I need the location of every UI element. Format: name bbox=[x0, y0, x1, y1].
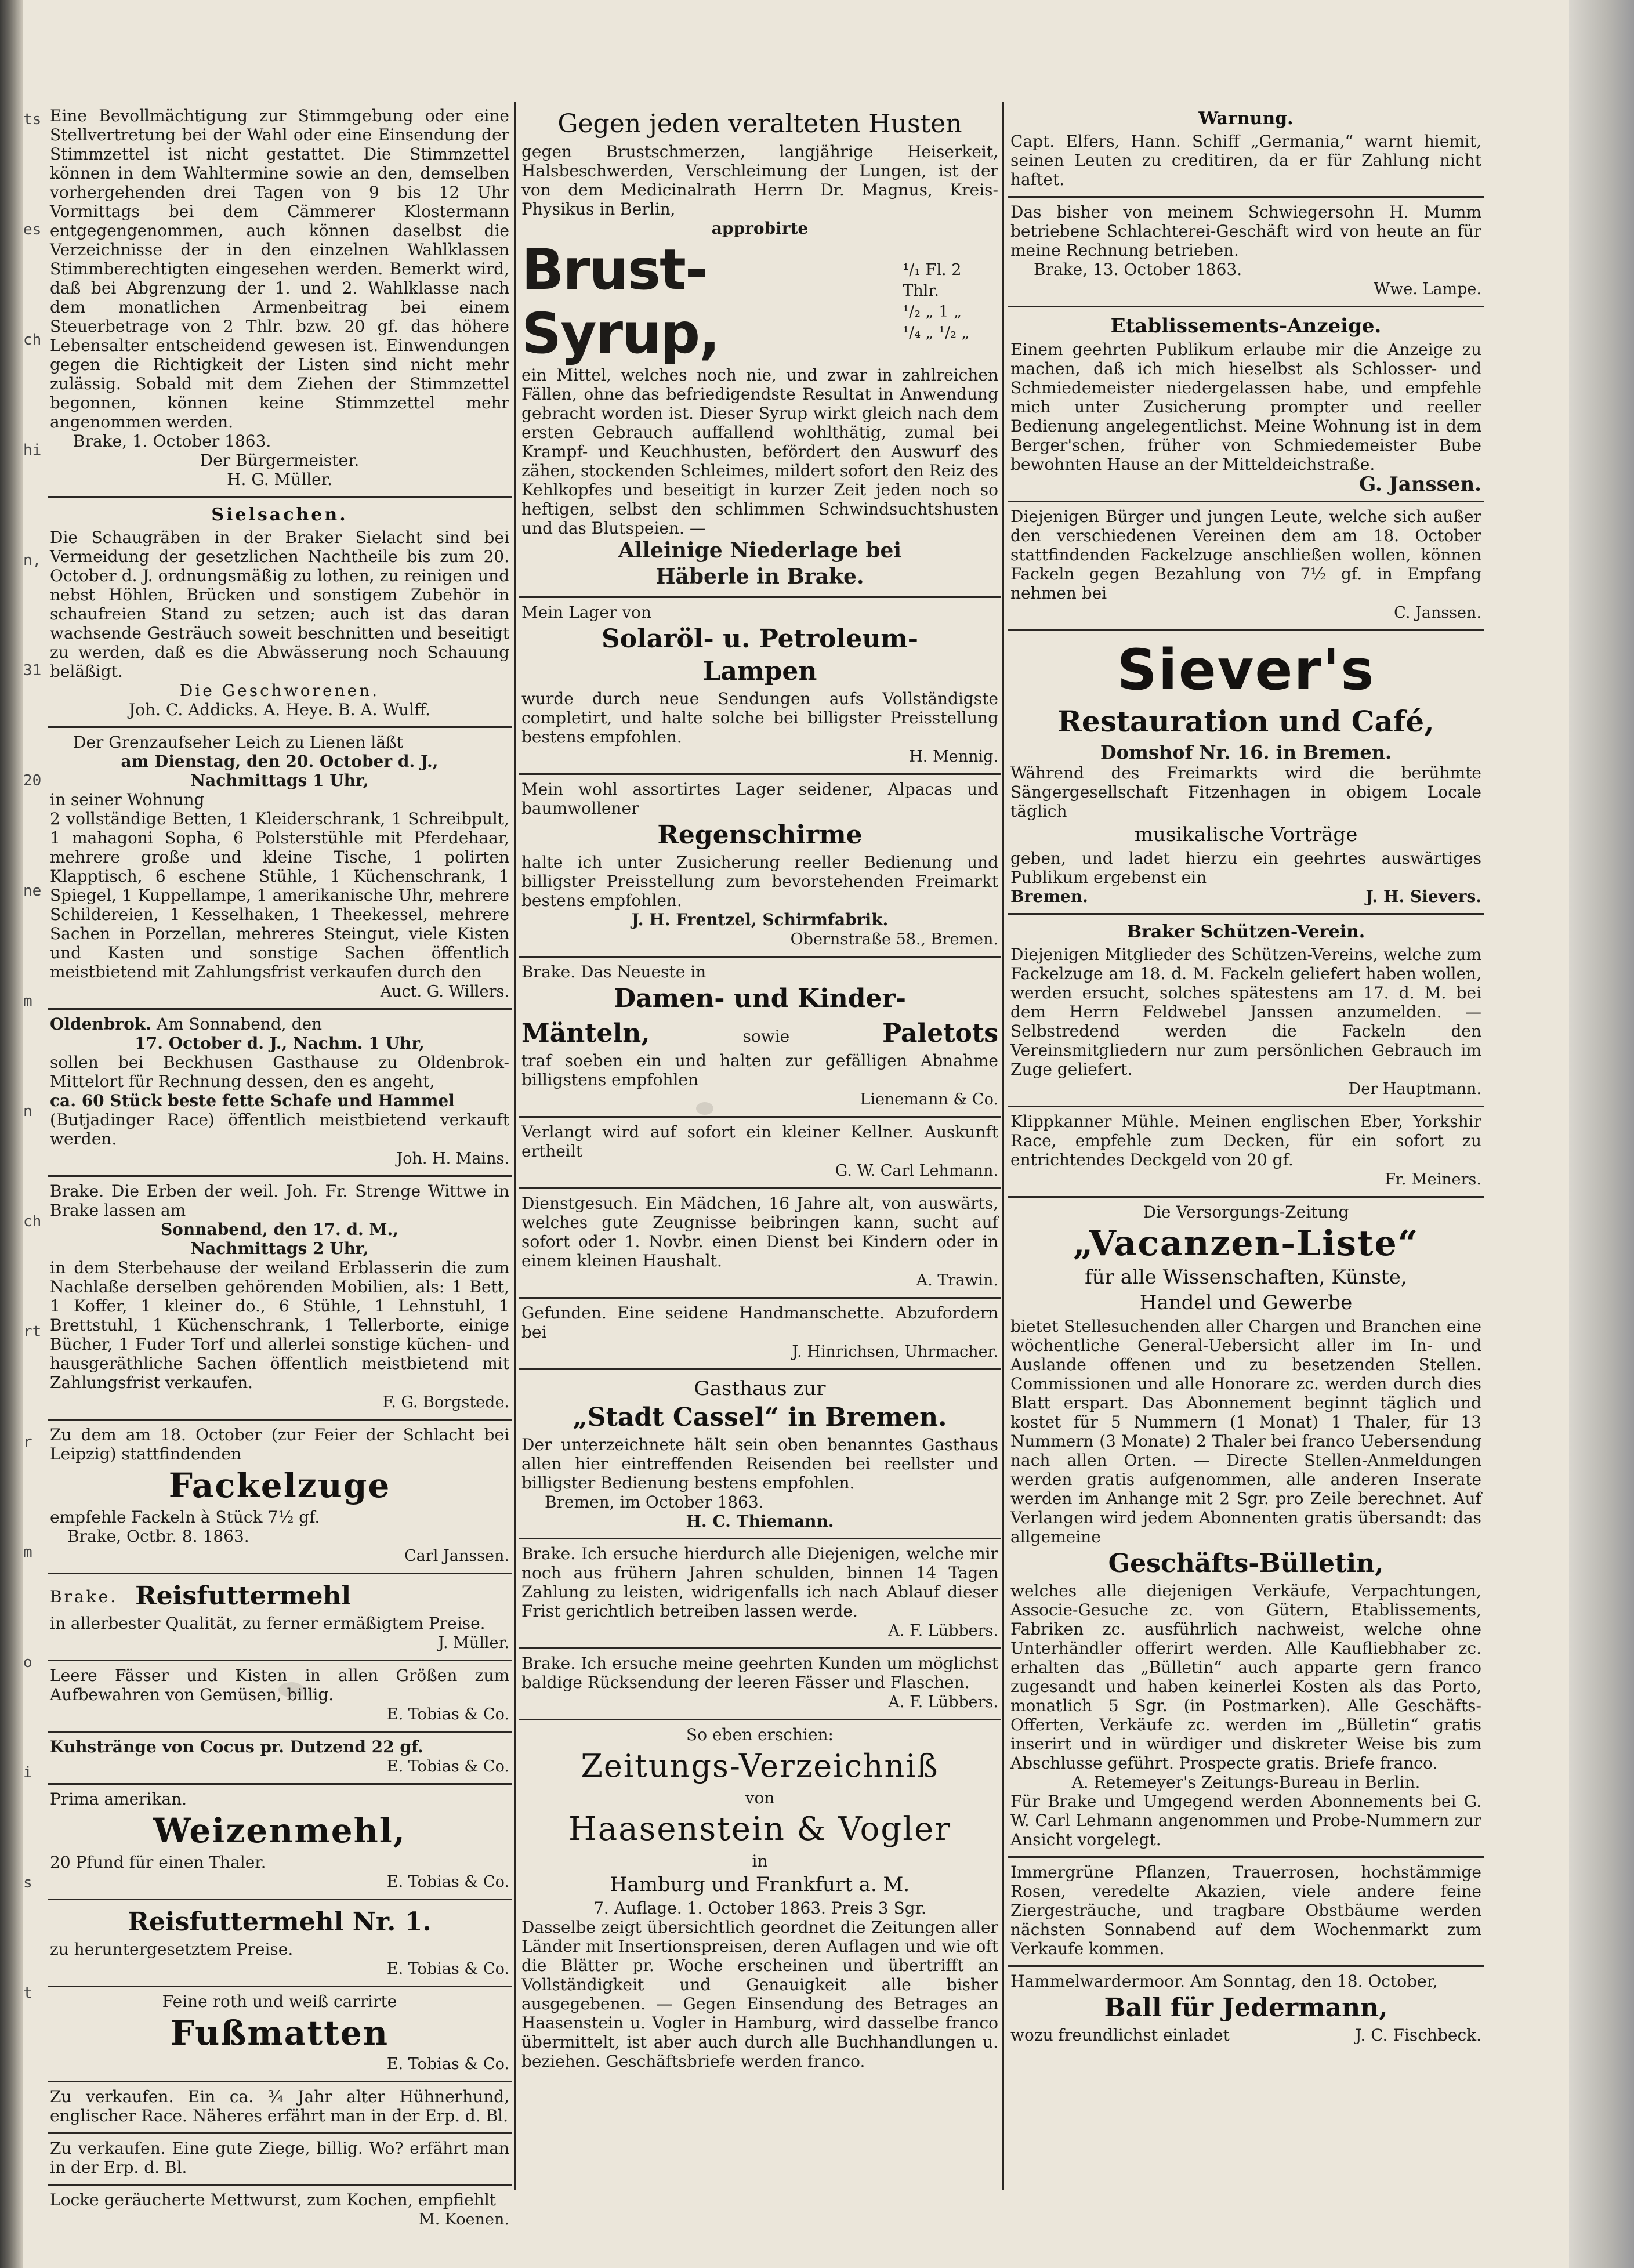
ad-lead: Feine roth und weiß carrirte bbox=[162, 1992, 397, 2011]
ad-luebbers-faesser bbox=[519, 1649, 1001, 1720]
ad-text: Einem geehrten Publikum erlaube mir die Anzeige zu machen, daß ich mich hieselbst als Schlosser- und Schmiedemeister niedergelassen habe, und empfehle mich unter Zusicherung prompter und reeller Bedienung angelegentlichst. Meine Wohnung ist in dem Berger'schen, früher von Schmiedemeister Bube bewohnten Hause an der Mitteldeichstraße. bbox=[1010, 340, 1481, 474]
ad-text: wurde durch neue Sendungen aufs Vollständigste completirt, und halte solche bei billigster Preisstellung bestens empfohlen. bbox=[521, 689, 998, 747]
ad-text: Eine Bevollmächtigung zur Stimmgebung oder eine Stellvertretung bei der Wahl oder eine Einsendung der Stimmzettel ist nicht gestattet. Die Stimmzettel können in dem Wahltermine sowie an den, demselben vorhergehenden drei Tagen von 9 bis 12 Uhr Vormittags bei dem Cämmerer Klostermann entgegengenommen, auch können daselbst die Verzeichnisse der in den einzelnen Wahlklassen Stimmberechtigten eingesehen werden. Bemerkt wird, daß bei Abgrenzung der 1. und 2. Wahlklasse nach dem monatlichen Armenbeitrag bei einem Steuerbetrage von 2 Thlr. bzw. 20 gf. das höhere Lebensalter entscheidend gewesen ist. Einwendungen gegen die Richtigkeit der Listen sind nicht mehr zulässig. Sobald mit dem Ziehen der Stimmzettel begonnen, können keine Stimmzettel mehr angenommen werden. bbox=[50, 106, 509, 432]
ad-approbirte: approbirte bbox=[711, 219, 809, 238]
ad-signer: E. Tobias & Co. bbox=[386, 2055, 509, 2073]
edge-fragment: ch bbox=[23, 1213, 42, 1230]
price-row: ¹/₄ „ ¹/₂ „ bbox=[903, 324, 970, 342]
column-left bbox=[48, 102, 512, 2229]
ad-kuhstraenge bbox=[48, 1733, 512, 1785]
ad-title: Siever's bbox=[1117, 637, 1375, 702]
ad-signer: A. F. Lübbers. bbox=[888, 1693, 998, 1711]
ad-text: Der unterzeichnete hält sein oben benanntes Gasthaus allen hier eintreffenden Reisenden bei reellster und billigster Bedienung bestens empfohlen. bbox=[521, 1435, 998, 1492]
depot-name: Häberle in Brake. bbox=[655, 564, 864, 589]
ad-publisher: Haasenstein & Vogler bbox=[568, 1810, 952, 1848]
ad-text: gegen Brustschmerzen, langjährige Heiserkeit, Halsbeschwerden, Verschleimung der Lungen, ist der von dem Medicinalrath Herrn Dr. Magnus, Kreis-Physikus in Berlin, bbox=[521, 142, 998, 219]
ad-lead: Die Versorgungs-Zeitung bbox=[1143, 1202, 1349, 1222]
edge-fragment: o bbox=[23, 1654, 32, 1671]
ad-luebbers-zahlung bbox=[519, 1539, 1001, 1649]
edge-fragment: s bbox=[23, 1874, 32, 1892]
book-edge bbox=[1569, 0, 1634, 2268]
ad-sielsachen bbox=[48, 498, 512, 728]
ad-text: Die Schaugräben in der Braker Sielacht sind bei Vermeidung der gesetzlichen Nachtheile bis zum 20. October d. J. ordnungsmäßig zu lothen, zu reinigen und nebst Höhlen, Brücken und sonstigem Zubehör in schaufreien Stand zu setzen; auch ist das daran wachsende Gesträuch soweit beschnitten und beseitigt zu werden, daß es die Abwässerung noch Schauung beläßigt. bbox=[50, 528, 509, 681]
ad-date: Sonnabend, den 17. d. M., bbox=[160, 1220, 399, 1239]
ad-text: empfehle Fackeln à Stück 7½ gf. bbox=[50, 1508, 320, 1527]
ad-text: halte ich unter Zusicherung reeller Bedienung und billigster Preisstellung zum bevorstehenden Freimarkt bestens empfohlen. bbox=[521, 853, 998, 910]
ad-signer: H. G. Müller. bbox=[227, 470, 332, 489]
paper-stain bbox=[696, 1102, 713, 1115]
product-block bbox=[521, 238, 998, 365]
ad-text: Während des Freimarkts wird die berühmte Sängergesellschaft Fitzenhagen in obigem Locale täglich bbox=[1010, 763, 1481, 821]
ad-text: (Butjadinger Race) öffentlich meistbietend verkauft werden. bbox=[50, 1110, 509, 1149]
ad-fackelzug-notice bbox=[1008, 502, 1484, 631]
ad-reisfuttermehl-nr1 bbox=[48, 1900, 512, 1987]
ad-text: Verlangt wird auf sofort ein kleiner Kellner. Auskunft ertheilt bbox=[521, 1122, 998, 1161]
ad-signer: Fr. Meiners. bbox=[1385, 1171, 1481, 1189]
ad-in: in bbox=[752, 1852, 768, 1871]
ad-subtitle: für alle Wissenschaften, Künste, bbox=[1085, 1266, 1407, 1289]
ad-lead: Prima amerikan. bbox=[50, 1789, 187, 1809]
ad-text: Zu dem am 18. October (zur Feier der Schlacht bei Leipzig) stattfindenden bbox=[50, 1425, 509, 1463]
ad-signer: Der Hauptmann. bbox=[1348, 1080, 1481, 1098]
ad-lead: Brake. Das Neueste in bbox=[521, 962, 707, 981]
ad-gefunden bbox=[519, 1299, 1001, 1370]
ad-title: Reisfuttermehl Nr. 1. bbox=[128, 1907, 432, 1937]
ad-item: ca. 60 Stück beste fette Schafe und Hammel bbox=[50, 1091, 455, 1110]
ad-text: Leere Fässer und Kisten in allen Größen zum Aufbewahren von Gemüsen, billig. bbox=[50, 1666, 509, 1704]
ad-lead: Brake. bbox=[50, 1586, 118, 1606]
ad-text: Gefunden. Eine seidene Handmanschette. Abzufordern bei bbox=[521, 1303, 998, 1342]
ad-dienstgesuch bbox=[519, 1189, 1001, 1299]
ad-signer: J. H. Frentzel, Schirmfabrik. bbox=[631, 910, 889, 929]
ad-etablissement bbox=[1008, 307, 1484, 502]
ad-text: geben, und ladet hierzu ein geehrtes auswärtiges Publikum ergebenst ein bbox=[1010, 849, 1481, 887]
ad-signer: Joh. C. Addicks. A. Heye. B. A. Wulff. bbox=[128, 700, 430, 719]
ad-text: 2 vollständige Betten, 1 Kleiderschrank, 1 Schreibpult, 1 mahagoni Sopha, 6 Polsterstühle mit Pferdehaar, mehrere große und kleine Tische, 1 polirten Klapptisch, 6 eschene Stühle, 1 Küchenschrank, 1 Spiegel, 1 Kuppellampe, 1 amerikanische Uhr, mehrere Schildereien, 1 Kesselhaken, 1 Theekessel, mehrere Sachen in Porzellan, mehreres Steingut, viele Kisten und Kasten und sonstige Sachen öffentlich meistbietend mit Zahlungsfrist verkaufen durch den bbox=[50, 809, 509, 981]
ad-text: in dem Sterbehause der weiland Erblasserin die zum Nachlaße derselben gehörenden Mobilien, als: 1 Bett, 1 Koffer, 1 kleiner do., 6 Stühle, 1 Lehnstuhl, 1 Brettstuhl, 1 Küchenschrank, 1 Tellerborte, einige Bücher, 1 Fuder Torf und allerlei sonstige küchen- und hausgeräthliche Sachen öffentlich meistbietend mit Zahlungsfrist verkaufen. bbox=[50, 1258, 509, 1392]
ad-signer: J. H. Sievers. bbox=[1365, 887, 1481, 906]
ad-time: Nachmittags 1 Uhr, bbox=[190, 771, 369, 790]
ad-brake-erben bbox=[48, 1177, 512, 1421]
ad-signer-title: Der Bürgermeister. bbox=[200, 451, 360, 470]
ad-lead: Mein Lager von bbox=[521, 603, 651, 622]
ad-edition: 7. Auflage. 1. October 1863. Preis 3 Sgr. bbox=[593, 1899, 926, 1918]
ad-subtitle-2: Handel und Gewerbe bbox=[1139, 1291, 1353, 1314]
ad-text: Hammelwardermoor. Am Sonntag, den 18. October, bbox=[1010, 1972, 1438, 1991]
previous-page-edge bbox=[23, 104, 46, 2169]
ad-text: Am Sonnabend, den bbox=[156, 1015, 323, 1034]
edge-fragment: t bbox=[23, 1984, 32, 2002]
ad-regenschirme bbox=[519, 775, 1001, 958]
ad-signer: J. Hinrichsen, Uhrmacher. bbox=[792, 1343, 998, 1361]
ad-title: Sielsachen. bbox=[211, 505, 348, 525]
price-row: ¹/₁ Fl. 2 Thlr. bbox=[903, 261, 962, 300]
ad-signer: J. Müller. bbox=[438, 1634, 509, 1652]
ad-von: von bbox=[745, 1788, 775, 1807]
ad-place: Bremen. bbox=[1010, 887, 1088, 906]
edge-fragment: ne bbox=[23, 882, 42, 900]
ad-title-2: Lampen bbox=[702, 657, 817, 686]
ad-signer: A. Trawin. bbox=[916, 1271, 998, 1289]
ad-signer: M. Koenen. bbox=[419, 2211, 509, 2229]
ad-address: Obernstraße 58., Bremen. bbox=[790, 930, 998, 948]
edge-fragment: rt bbox=[23, 1323, 42, 1340]
ad-signer: G. W. Carl Lehmann. bbox=[835, 1162, 998, 1180]
column-right bbox=[1008, 102, 1484, 2195]
ad-place: in seiner Wohnung bbox=[50, 790, 205, 809]
ad-date: 17. October d. J., Nachm. 1 Uhr, bbox=[135, 1034, 425, 1053]
ad-text: ein Mittel, welches noch nie, und zwar in zahlreichen Fällen, ohne das befriedigendste Resultat in Anwendung gebracht worden ist. Dieser Syrup wirkt gleich nach dem ersten Gebrauch auffallend wohlthätig, zumal bei Krampf- und Keuchhusten, befördert den Auswurf des zähen, stockenden Schleimes, mildert sofort den Reiz des Kehlkopfes und beseitigt in kurzer Zeit jeden noch so heftigen, selbst den schlimmen Schwindsuchtshusten und das Blutspeien. — bbox=[521, 365, 998, 538]
ad-signer: E. Tobias & Co. bbox=[386, 1873, 509, 1891]
ad-sievers bbox=[1008, 631, 1484, 915]
ad-zu-verkaufen-ziege bbox=[48, 2134, 512, 2186]
ad-subtitle: Restauration und Café, bbox=[1057, 704, 1434, 738]
ad-signer: Wwe. Lampe. bbox=[1374, 280, 1481, 298]
ad-date: am Dienstag, den 20. October d. J., bbox=[121, 752, 439, 771]
edge-fragment: i bbox=[23, 1764, 32, 1781]
ad-text: Brake. Die Erben der weil. Joh. Fr. Strenge Wittwe in Brake lassen am bbox=[50, 1182, 509, 1220]
ad-title: Ball für Jedermann, bbox=[1104, 1993, 1388, 2023]
ad-signer: C. Janssen. bbox=[1394, 604, 1481, 622]
ad-program: musikalische Vorträge bbox=[1134, 823, 1358, 846]
ad-text: Immergrüne Pflanzen, Trauerrosen, hochstämmige Rosen, veredelte Akazien, viele andere feine Ziergesträuche, und tragbare Obstbäume werden nächsten Sonnabend auf dem Wochenmarkt zum Verkaufe kommen. bbox=[1010, 1863, 1481, 1958]
ad-text: Diejenigen Mitglieder des Schützen-Vereins, welche zum Fackelzuge am 18. d. M. Fackeln geliefert haben wollen, werden ersucht, solches spätestens am 17. d. M. bei dem Herrn Feldwebel Janssen anzumelden. — Selbstredend werden die Fackeln den Vereinsmitgliedern nur zum persönlichen Gebrauch im Zuge geliefert. bbox=[1010, 945, 1481, 1079]
ad-lead: Gasthaus zur bbox=[694, 1377, 826, 1400]
ad-text: Dasselbe zeigt übersichtlich geordnet die Zeitungen aller Länder mit Insertionspreisen, deren Auflagen und wie oft die Blätter pr. Woche erscheinen und übertrifft an Vollständigkeit und Genauigkeit alle bisher ausgegebenen. — Gegen Einsendung des Betrages an Haasenstein u. Vogler in Hamburg, wird dasselbe franco übermittelt, ist aber auch durch alle Buchhandlungen u. beziehen. Geschäftsbriefe werden franco. bbox=[521, 1918, 998, 2071]
edge-fragment: ts bbox=[23, 111, 42, 128]
ad-ball bbox=[1008, 1967, 1484, 2052]
ad-text: Klippkanner Mühle. Meinen englischen Eber, Yorkshir Race, empfehle zum Decken, für ein sofort zu entrichtendes Deckgeld von 20 gf. bbox=[1010, 1112, 1481, 1169]
ad-vacanzen-liste bbox=[1008, 1198, 1484, 1858]
ad-kellner bbox=[519, 1118, 1001, 1189]
ad-signer: E. Tobias & Co. bbox=[386, 1705, 509, 1723]
ad-title: Fußmatten bbox=[171, 2013, 389, 2053]
ad-signer-title: Die Geschworenen. bbox=[179, 681, 380, 700]
ad-signer: F. G. Borgstede. bbox=[382, 1393, 509, 1411]
ad-text: Mein wohl assortirtes Lager seidener, Alpacas und baumwollener bbox=[521, 780, 998, 818]
ad-date: Brake, Octbr. 8. 1863. bbox=[67, 1527, 249, 1546]
ad-brust-syrup bbox=[519, 102, 1001, 598]
ad-title-part: Paletots bbox=[882, 1019, 998, 1048]
ad-wahl bbox=[48, 102, 512, 498]
price-row: ¹/₂ „ 1 „ bbox=[903, 303, 962, 321]
ad-text: Zu verkaufen. Eine gute Ziege, billig. Wo? erfährt man in der Erp. d. Bl. bbox=[50, 2139, 509, 2177]
ad-title: Fackelzuge bbox=[168, 1466, 391, 1505]
ad-mettwurst bbox=[48, 2186, 512, 2236]
ad-title: Reisfuttermehl bbox=[135, 1581, 352, 1611]
ad-text: Zu verkaufen. Ein ca. ¾ Jahr alter Hühnerhund, englischer Race. Näheres erfährt man in der Erp. d. Bl. bbox=[50, 2087, 509, 2125]
ad-fackelzuge bbox=[48, 1421, 512, 1574]
edge-fragment: hi bbox=[23, 441, 42, 459]
ad-title: Damen- und Kinder- bbox=[613, 984, 906, 1013]
ad-lead: Oldenbrok. bbox=[50, 1015, 151, 1034]
ad-title: „Stadt Cassel“ in Bremen. bbox=[573, 1403, 947, 1432]
ad-cities: Hamburg und Frankfurt a. M. bbox=[610, 1873, 910, 1896]
ad-text: traf soeben ein und halten zur gefälligen Abnahme billigstens empfohlen bbox=[521, 1051, 998, 1089]
ad-signer: Lienemann & Co. bbox=[860, 1090, 998, 1108]
ad-signer: Auct. G. Willers. bbox=[380, 983, 509, 1001]
column-rule bbox=[1002, 102, 1004, 2190]
edge-fragment: n, bbox=[23, 552, 42, 569]
ad-text: bietet Stellesuchenden aller Chargen und Branchen eine wöchentliche General-Uebersicht aller im In- und Auslande offenen und zu besetzenden Stellen. Commissionen und alle Honorare zc. werden durch dies Blatt erspart. Das Abonnement beginnt täglich und kostet für 5 Nummern (1 Monat) 1 Thaler, für 13 Nummern (3 Monate) 2 Thaler bei franco Uebersendung nach allen Orten. — Directe Stellen-Anmeldungen werden gratis aufgenommen, alle anderen Inserate werden im Anhange mit 2 Sgr. pro Zeile berechnet. Auf Verlangen wird jedem Abonnenten gratis übersandt: das allgemeine bbox=[1010, 1317, 1481, 1546]
ad-text: Das bisher von meinem Schwiegersohn H. Mumm betriebene Schlachterei-Geschäft wird von heute an für meine Rechnung betrieben. bbox=[1010, 202, 1481, 260]
ad-warnung bbox=[1008, 102, 1484, 198]
ad-zu-verkaufen-hund bbox=[48, 2082, 512, 2134]
paper-stain bbox=[278, 1682, 304, 1697]
edge-fragment: 20 bbox=[23, 772, 42, 789]
ad-stadt-cassel bbox=[519, 1370, 1001, 1539]
ad-text: Kuhstränge von Cocus pr. Dutzend 22 gf. bbox=[50, 1737, 423, 1756]
ad-signer: Joh. H. Mains. bbox=[396, 1150, 509, 1168]
ad-time: Nachmittags 2 Uhr, bbox=[190, 1239, 369, 1258]
ad-title: Braker Schützen-Verein. bbox=[1126, 922, 1365, 942]
ad-oldenbrok bbox=[48, 1010, 512, 1177]
edge-fragment: n bbox=[23, 1103, 32, 1120]
ad-signer: H. Mennig. bbox=[909, 748, 998, 766]
edge-fragment: m bbox=[23, 992, 32, 1010]
ad-weizenmehl bbox=[48, 1785, 512, 1900]
ad-text: Brake. Ich ersuche hierdurch alle Diejenigen, welche mir noch aus frühern Jahren schulden, binnen 14 Tagen Zahlung zu leisten, widrigenfalls ich nach Ablauf dieser Frist gerichtlich betreiben lassen werde. bbox=[521, 1544, 998, 1621]
ad-signer: A. F. Lübbers. bbox=[888, 1622, 998, 1640]
ad-lead: So eben erschien: bbox=[686, 1725, 834, 1744]
edge-fragment: ch bbox=[23, 331, 42, 349]
ad-solaroel bbox=[519, 598, 1001, 775]
ad-signer: E. Tobias & Co. bbox=[386, 1960, 509, 1978]
ad-text: Für Brake und Umgegend werden Abonnements bei G. W. Carl Lehmann angenommen und Probe-Nummern zur Ansicht vorgelegt. bbox=[1010, 1792, 1481, 1849]
ad-grenzaufseher bbox=[48, 728, 512, 1010]
ad-title-part: sowie bbox=[742, 1027, 790, 1046]
edge-fragment: m bbox=[23, 1544, 32, 1561]
ad-signer: Carl Janssen. bbox=[404, 1547, 509, 1565]
ad-eber bbox=[1008, 1107, 1484, 1198]
ad-date: Brake, 13. October 1863. bbox=[1034, 260, 1242, 279]
edge-fragment: 31 bbox=[23, 662, 42, 679]
ad-text: Diejenigen Bürger und jungen Leute, welche sich außer den verschiedenen Vereinen dem am 18. October stattfindenden Fackelzuge anschließen wollen, können Fackeln gegen Bezahlung von 7½ gf. in Empfang nehmen bei bbox=[1010, 507, 1481, 603]
edge-fragment: r bbox=[23, 1433, 32, 1451]
ad-text: Brake. Ich ersuche meine geehrten Kunden um möglichst baldige Rücksendung der leeren Fässer und Flaschen. bbox=[521, 1654, 998, 1692]
ad-signer: G. Janssen. bbox=[1359, 473, 1481, 496]
ad-text: wozu freundlichst einladet bbox=[1010, 2026, 1230, 2045]
ad-text: in allerbester Qualität, zu ferner ermäßigtem Preise. bbox=[50, 1614, 486, 1633]
ad-title: Warnung. bbox=[1198, 108, 1294, 129]
ad-faesser bbox=[48, 1661, 512, 1733]
ad-title: „Vacanzen-Liste“ bbox=[1073, 1223, 1419, 1264]
price-list bbox=[903, 260, 998, 343]
ad-pflanzen bbox=[1008, 1858, 1484, 1967]
ad-date: Bremen, im October 1863. bbox=[545, 1492, 764, 1512]
ad-text: Capt. Elfers, Hann. Schiff „Germania,“ warnt hiemit, seinen Leuten zu creditiren, da er für Zahlung nicht haftet. bbox=[1010, 132, 1481, 189]
ad-bulletin-title: Geschäfts-Bülletin, bbox=[1108, 1549, 1384, 1578]
ad-text: welches alle diejenigen Verkäufe, Verpachtungen, Associe-Gesuche zc. von Gütern, Etablissements, Fabriken zc. ausführlich nachweist, welche ohne Unterhändler offerirt werden. Alle Kaufliebhaber zc. erhalten das „Bülletin“ auch apparte gern franco zugesandt und haben keinerlei Kosten als das Porto, monatlich 5 Sgr. (in Postmarken). Alle Geschäfts-Offerten, Verkäufe zc. werden im „Bülletin“ gratis inserirt und in würdiger und diskreter Weise bis zum Abschlusse geführt. Prospecte gratis. Briefe franco. bbox=[1010, 1581, 1481, 1773]
ad-text: sollen bei Beckhusen Gasthause zu Oldenbrok-Mittelort für Rechnung dessen, den es angeht, bbox=[50, 1053, 509, 1091]
ad-signer: J. C. Fischbeck. bbox=[1355, 2026, 1481, 2045]
ad-title: Etablissements-Anzeige. bbox=[1110, 314, 1382, 338]
ad-title: Solaröl- u. Petroleum- bbox=[601, 624, 919, 654]
column-middle bbox=[519, 102, 1001, 2201]
ad-text: 20 Pfund für einen Thaler. bbox=[50, 1853, 266, 1872]
column-rule bbox=[514, 102, 516, 2190]
ad-text: Locke geräucherte Mettwurst, zum Kochen, empfiehlt bbox=[50, 2190, 497, 2209]
ad-signer: H. C. Thiemann. bbox=[686, 1512, 834, 1531]
ad-title: Zeitungs-Verzeichniß bbox=[581, 1748, 939, 1784]
depot-lead: Alleinige Niederlage bei bbox=[618, 538, 902, 563]
ad-intro: Der Grenzaufseher Leich zu Lienen läßt bbox=[73, 733, 404, 752]
book-gutter bbox=[0, 0, 23, 2268]
ad-zeitungs-verzeichniss bbox=[519, 1720, 1001, 2078]
ad-title: Gegen jeden veralteten Husten bbox=[557, 109, 962, 139]
edge-fragment: es bbox=[23, 221, 42, 238]
ad-address: Domshof Nr. 16. in Bremen. bbox=[1100, 741, 1392, 763]
ad-maentel bbox=[519, 958, 1001, 1118]
ad-title-part: Mänteln, bbox=[521, 1019, 650, 1048]
ad-schuetzen-verein bbox=[1008, 915, 1484, 1107]
ad-signer: E. Tobias & Co. bbox=[386, 1758, 509, 1776]
product-name: Brust-Syrup, bbox=[521, 237, 719, 366]
ad-title: Regenschirme bbox=[657, 820, 863, 850]
ad-reisfuttermehl bbox=[48, 1574, 512, 1661]
ad-schlachterei bbox=[1008, 198, 1484, 307]
ad-text: Dienstgesuch. Ein Mädchen, 16 Jahre alt, von auswärts, welches gute Zeugnisse beibringen kann, sucht auf sofort oder 1. Novbr. einen Dienst bei Kindern oder in einem kleinen Haushalt. bbox=[521, 1194, 998, 1270]
ad-fussmatten bbox=[48, 1987, 512, 2082]
ad-title: Weizenmehl, bbox=[153, 1811, 406, 1850]
ad-date: Brake, 1. October 1863. bbox=[73, 432, 271, 451]
ad-text: zu heruntergesetztem Preise. bbox=[50, 1940, 294, 1959]
ad-publisher: A. Retemeyer's Zeitungs-Bureau in Berlin. bbox=[1071, 1773, 1421, 1792]
